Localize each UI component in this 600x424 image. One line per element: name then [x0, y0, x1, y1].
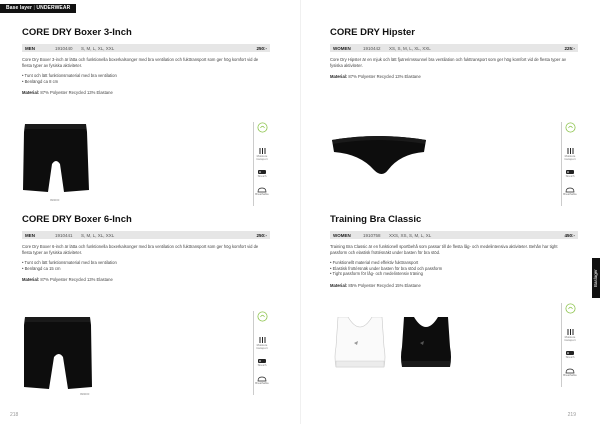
product-info-bar	[330, 44, 578, 52]
stretch-icon: Stretch	[562, 169, 578, 178]
product-core-dry-boxer-6-inch	[22, 213, 270, 399]
article-code: 1910758	[363, 232, 381, 238]
moisture-transport-icon: Moisture transport	[254, 336, 270, 350]
product-bullets	[22, 260, 270, 271]
bullet-item: • Benlängd ca 8 cm	[22, 78, 59, 84]
sizes: XXS, XS, S, M, L, XL	[389, 232, 432, 238]
bullet-item: • Elastisk frottérsnäk under basten för bra stöd och passform	[330, 265, 443, 271]
bullet-item: • Funktionellt material med effektiv fukttransport	[330, 260, 419, 266]
product-description: Core Dry Hipster är en mjuk och lätt fjutrerimssunnel bra ventilation och fukttransport som ger hög komfort vid de flesta typer av fysiska aktiviteter.	[330, 57, 566, 68]
product-title: CORE DRY Boxer 6-Inch	[22, 214, 132, 225]
breathable-icon: Breathable	[562, 187, 578, 196]
gender-label: WOMEN	[333, 45, 351, 51]
product-material: Material: 87% Polyester Recycled 13% Elastane	[22, 90, 113, 96]
product-material: Material: 85% Polyester Recycled 15% Elastane	[330, 282, 421, 288]
gender-label: WOMEN	[333, 232, 351, 238]
product-training-bra-classic	[330, 213, 578, 399]
hipster-brief-image	[330, 120, 566, 200]
product-info-bar	[22, 231, 270, 239]
gender-label: MEN	[25, 45, 35, 51]
stretch-icon: Stretch	[562, 350, 578, 359]
bullet-item: • Tight passform för låg- och medelintensiv träning	[330, 271, 423, 277]
product-image	[330, 120, 566, 200]
recycled-icon	[562, 122, 578, 133]
bullet-item: • Tunt och lätt funktionsmaterial med bra ventilation	[22, 73, 117, 79]
moisture-transport-icon: Moisture transport	[562, 147, 578, 161]
stretch-icon: Stretch	[254, 169, 270, 178]
section-side-tab: Baslager	[592, 258, 600, 298]
moisture-transport-icon: Moisture transport	[562, 328, 578, 342]
sizes: XS, S, M, L, XL, XXL	[389, 45, 431, 51]
breathable-icon: Breathable	[562, 368, 578, 377]
white-bra-image	[335, 317, 385, 367]
black-bra-image	[401, 317, 451, 367]
price: 225:-	[564, 45, 575, 51]
product-title: CORE DRY Hipster	[330, 27, 415, 38]
product-image	[22, 120, 258, 200]
article-code: 1910440	[55, 45, 73, 51]
boxer-short-image	[22, 120, 258, 200]
price: 250:-	[256, 45, 267, 51]
price: 450:-	[564, 232, 575, 238]
recycled-icon	[254, 311, 270, 322]
feature-icons	[253, 311, 270, 395]
page-number-right: 219	[567, 412, 576, 418]
feature-icons	[561, 303, 578, 387]
recycled-icon	[254, 122, 270, 133]
boxer-long-image	[22, 313, 258, 393]
gender-label: MEN	[25, 232, 35, 238]
section-tag: Base layer | UNDERWEAR	[0, 4, 76, 13]
page-number-left: 218	[10, 412, 19, 418]
product-material: Material: 87% Polyester Recycled 13% Elastane	[22, 277, 113, 283]
feature-icons	[561, 122, 578, 206]
article-code: 1910441	[55, 232, 73, 238]
product-title: CORE DRY Boxer 3-Inch	[22, 27, 132, 38]
product-image	[22, 313, 258, 393]
sports-bra-images	[330, 317, 566, 397]
breathable-icon: Breathable	[254, 376, 270, 385]
product-info-bar	[330, 231, 578, 239]
sizes: S, M, L, XL, XXL	[81, 45, 115, 51]
product-core-dry-hipster	[330, 26, 578, 212]
bullet-item: • Benlängd ca 15 cm	[22, 265, 61, 271]
product-bullets	[330, 260, 578, 277]
moisture-transport-icon: Moisture transport	[254, 147, 270, 161]
product-core-dry-boxer-3-inch	[22, 26, 270, 212]
stretch-icon: Stretch	[254, 358, 270, 367]
page-spread-divider	[300, 0, 301, 424]
price: 250:-	[256, 232, 267, 238]
product-image	[330, 317, 566, 397]
product-bullets	[22, 73, 270, 84]
product-description: Core Dry Boxer 3-inch är lätta och funktionella boxerkalsonger med bra ventilation och fukttransport som ger hög komfort vid de flesta typer av fysiska aktiviteter.	[22, 57, 259, 68]
color-code: 999000	[50, 198, 60, 202]
breathable-icon: Breathable	[254, 187, 270, 196]
sizes: S, M, L, XL, XXL	[81, 232, 115, 238]
product-description: Training Bra Classic är en funktionell sportbehå som passar till de flesta låg- och medelintensiva aktiviteter. Behån har tight passform och elastisk frottésnäkt under basten för bra stöd.	[330, 244, 558, 255]
color-code: 999000	[80, 392, 90, 396]
product-material: Material: 87% Polyester Recycled 13% Elastane	[330, 74, 421, 80]
feature-icons	[253, 122, 270, 206]
product-title: Training Bra Classic	[330, 214, 422, 225]
recycled-icon	[562, 303, 578, 314]
product-info-bar	[22, 44, 270, 52]
bullet-item: • Tunt och lätt funktionsmaterial med bra ventilation	[22, 260, 117, 266]
article-code: 1910442	[363, 45, 381, 51]
product-description: Core Dry Boxer 6-inch är lätta och funktionella boxerkalsonger med bra ventilation och fukttransport som ger hög komfort vid de flesta typer av fysiska aktiviteter.	[22, 244, 259, 255]
